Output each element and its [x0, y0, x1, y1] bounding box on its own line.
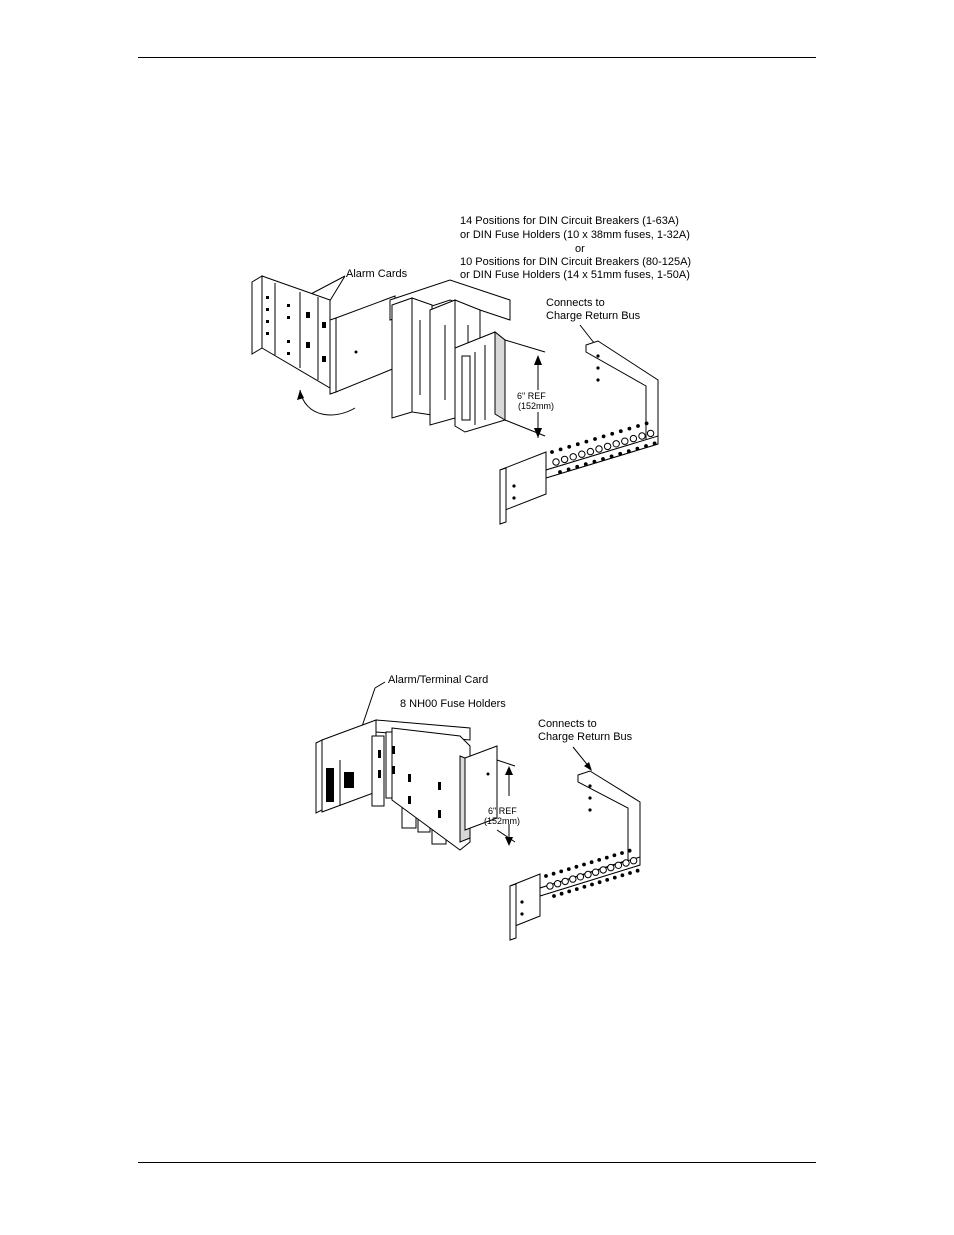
bus-terminal-hole [561, 456, 567, 462]
bus-terminal-hole [575, 865, 578, 868]
bus-terminal-hole [628, 849, 631, 852]
bus-terminal-hole [622, 438, 628, 444]
bus-terminal-hole [613, 441, 619, 447]
bus-terminal-hole [602, 458, 605, 461]
bus-terminal-hole [562, 878, 568, 884]
label-charge-return-bus: Charge Return Bus [538, 731, 633, 743]
bus-terminal-hole [602, 435, 605, 438]
label-positions-line-4: 10 Positions for DIN Circuit Breakers (80-125A) [460, 256, 692, 268]
label-ref-metric: (152mm) [484, 816, 521, 826]
label-ref-metric: (152mm) [518, 401, 555, 411]
label-alarm-cards: Alarm Cards [346, 268, 408, 280]
bus-terminal-hole [596, 446, 602, 452]
bus-terminal-hole [547, 883, 553, 889]
bus-terminal-hole [615, 862, 621, 868]
bus-terminal-hole [593, 460, 596, 463]
bus-terminal-hole [604, 443, 610, 449]
bus-terminal-hole [576, 465, 579, 468]
bus-terminal-hole [559, 471, 562, 474]
bus-terminal-hole [645, 422, 648, 425]
bus-terminal-hole [623, 860, 629, 866]
bus-terminal-hole [645, 445, 648, 448]
label-positions-line-3: or [575, 243, 585, 255]
label-positions-line-1: 14 Positions for DIN Circuit Breakers (1-63A) [460, 215, 679, 227]
figure-1-din-distribution-assembly [0, 0, 954, 560]
bus-terminal-hole [619, 430, 622, 433]
bus-terminal-hole [613, 854, 616, 857]
bus-terminal-hole [579, 451, 585, 457]
bus-terminal-hole [570, 454, 576, 460]
bus-terminal-hole [568, 890, 571, 893]
bus-terminal-hole [585, 871, 591, 877]
figure-2-nh00-distribution-assembly [0, 560, 954, 960]
bus-terminal-hole [629, 872, 632, 875]
bus-terminal-hole [628, 427, 631, 430]
bus-terminal-hole [583, 863, 586, 866]
bus-terminal-hole [630, 435, 636, 441]
bus-terminal-hole [551, 451, 554, 454]
bus-terminal-hole [627, 450, 630, 453]
bus-terminal-hole [552, 872, 555, 875]
bus-terminal-hole [591, 883, 594, 886]
bus-terminal-hole [554, 881, 560, 887]
label-ref-dimension: 6" REF [488, 806, 517, 816]
bus-terminal-hole [553, 895, 556, 898]
bus-terminal-hole [567, 868, 570, 871]
bus-terminal-hole [606, 879, 609, 882]
bus-terminal-hole [611, 432, 614, 435]
bus-terminal-hole [636, 447, 639, 450]
bus-terminal-hole [545, 875, 548, 878]
bus-terminal-hole [613, 876, 616, 879]
bus-terminal-hole [559, 448, 562, 451]
bus-terminal-hole [619, 452, 622, 455]
bus-terminal-hole [637, 425, 640, 428]
bus-terminal-hole [587, 448, 593, 454]
bus-terminal-hole [567, 468, 570, 471]
bus-terminal-hole [590, 861, 593, 864]
bus-terminal-hole [585, 440, 588, 443]
bus-terminal-hole [594, 438, 597, 441]
bus-terminal-hole [636, 869, 639, 872]
bus-terminal-hole [598, 881, 601, 884]
bus-terminal-hole [610, 455, 613, 458]
bus-terminal-hole [560, 870, 563, 873]
label-nh00-fuse-holders: 8 NH00 Fuse Holders [400, 698, 506, 710]
label-connects-to: Connects to [546, 297, 605, 309]
bus-terminal-hole [577, 874, 583, 880]
label-charge-return-bus: Charge Return Bus [546, 310, 641, 322]
bus-terminal-hole [592, 869, 598, 875]
bus-terminal-hole [553, 459, 559, 465]
bus-terminal-hole [568, 445, 571, 448]
bus-terminal-hole [570, 876, 576, 882]
bus-terminal-hole [639, 433, 645, 439]
bus-terminal-hole [583, 885, 586, 888]
label-positions-line-2: or DIN Fuse Holders (10 x 38mm fuses, 1-32A) [460, 229, 690, 241]
label-connects-to: Connects to [538, 718, 597, 730]
bus-terminal-hole [605, 856, 608, 859]
footer-rule [138, 1162, 816, 1163]
bus-terminal-hole [575, 888, 578, 891]
label-ref-dimension: 6" REF [517, 391, 546, 401]
label-positions-line-5: or DIN Fuse Holders (14 x 51mm fuses, 1-50A) [460, 269, 690, 281]
bus-terminal-hole [584, 463, 587, 466]
bus-terminal-hole [653, 442, 656, 445]
bus-terminal-hole [630, 858, 636, 864]
bus-terminal-hole [621, 852, 624, 855]
bus-terminal-hole [598, 859, 601, 862]
figure-2-drawing [0, 560, 954, 960]
bus-terminal-hole [600, 867, 606, 873]
bus-terminal-hole [621, 874, 624, 877]
bus-terminal-hole [608, 864, 614, 870]
bus-terminal-hole [560, 892, 563, 895]
label-alarm-terminal-card: Alarm/Terminal Card [388, 674, 489, 686]
bus-terminal-hole [576, 443, 579, 446]
bus-terminal-hole [647, 430, 653, 436]
